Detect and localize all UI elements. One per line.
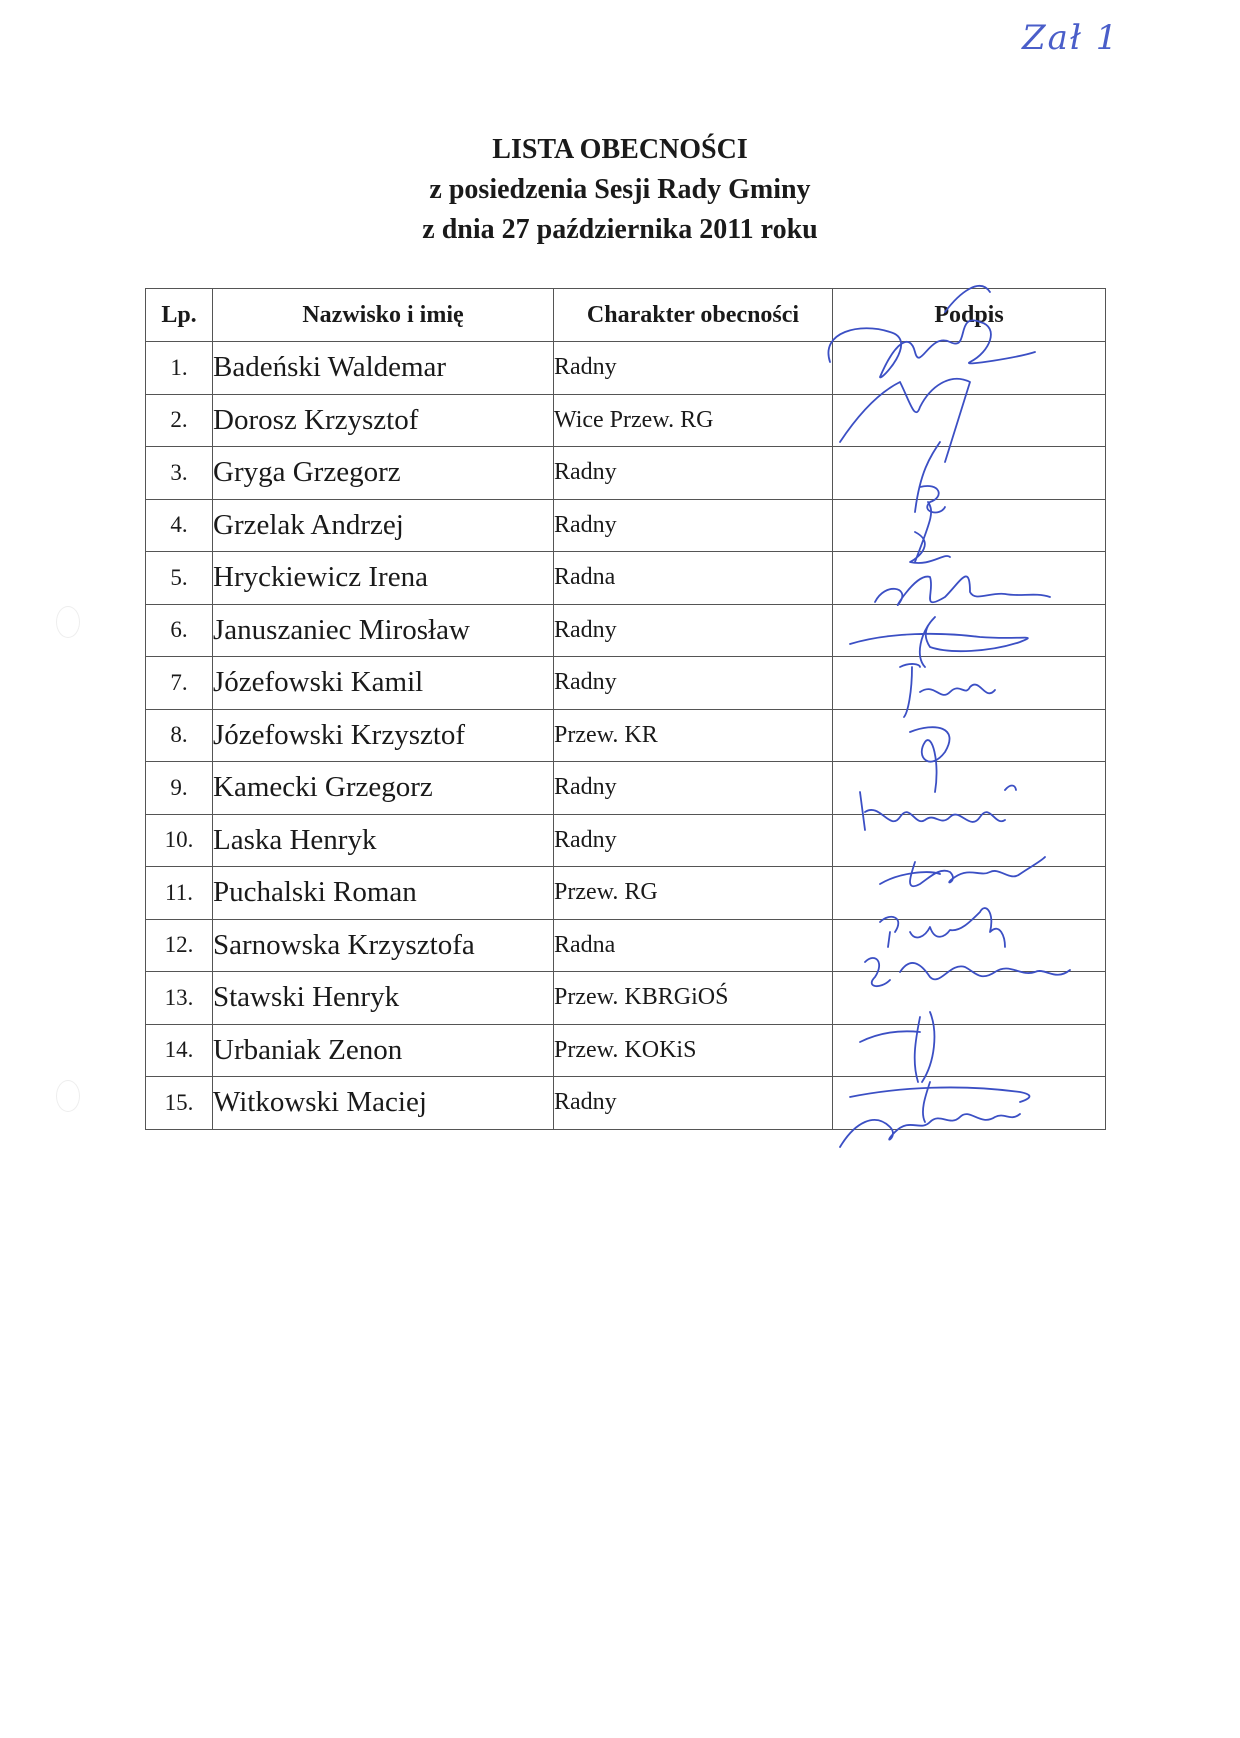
- scan-margin-mark: [56, 1080, 80, 1112]
- row-lp: 9.: [146, 762, 213, 815]
- row-name: Sarnowska Krzysztofa: [213, 919, 554, 972]
- row-role: Przew. RG: [554, 867, 833, 920]
- row-name: Puchalski Roman: [213, 867, 554, 920]
- row-role: Radny: [554, 657, 833, 710]
- table-row: [146, 762, 1106, 815]
- row-lp: 2.: [146, 394, 213, 447]
- header-name: Nazwisko i imię: [213, 289, 554, 342]
- row-lp: 11.: [146, 867, 213, 920]
- row-role: Radny: [554, 604, 833, 657]
- table-row: [146, 867, 1106, 920]
- table-row: [146, 604, 1106, 657]
- row-role: Wice Przew. RG: [554, 394, 833, 447]
- row-signature-cell: [833, 342, 1106, 395]
- row-lp: 1.: [146, 342, 213, 395]
- row-signature-cell: [833, 552, 1106, 605]
- scan-margin-mark: [56, 606, 80, 638]
- table-row: [146, 1077, 1106, 1130]
- row-signature-cell: [833, 709, 1106, 762]
- row-signature-cell: [833, 919, 1106, 972]
- attendance-table: [145, 288, 1106, 1130]
- row-lp: 5.: [146, 552, 213, 605]
- row-signature-cell: [833, 394, 1106, 447]
- row-name: Gryga Grzegorz: [213, 447, 554, 500]
- row-name: Stawski Henryk: [213, 972, 554, 1025]
- row-lp: 10.: [146, 814, 213, 867]
- row-name: Dorosz Krzysztof: [213, 394, 554, 447]
- row-signature-cell: [833, 604, 1106, 657]
- row-role: Przew. KOKiS: [554, 1024, 833, 1077]
- table-row: [146, 814, 1106, 867]
- row-role: Radny: [554, 762, 833, 815]
- table-row: [146, 394, 1106, 447]
- row-lp: 15.: [146, 1077, 213, 1130]
- row-role: Radna: [554, 919, 833, 972]
- row-signature-cell: [833, 1077, 1106, 1130]
- table-row: [146, 552, 1106, 605]
- row-lp: 12.: [146, 919, 213, 972]
- handwritten-attachment-note: Zał 1: [1022, 18, 1120, 58]
- table-row: [146, 1024, 1106, 1077]
- table-row: [146, 709, 1106, 762]
- row-lp: 3.: [146, 447, 213, 500]
- row-name: Laska Henryk: [213, 814, 554, 867]
- table-row: [146, 342, 1106, 395]
- row-name: Badeński Waldemar: [213, 342, 554, 395]
- row-signature-cell: [833, 972, 1106, 1025]
- document-title: [0, 130, 1240, 250]
- table-row: [146, 919, 1106, 972]
- row-role: Radna: [554, 552, 833, 605]
- row-name: Januszaniec Mirosław: [213, 604, 554, 657]
- row-name: Józefowski Kamil: [213, 657, 554, 710]
- table-header-row: [146, 289, 1106, 342]
- table-row: [146, 447, 1106, 500]
- title-line-2: z posiedzenia Sesji Rady Gminy: [429, 174, 811, 205]
- row-role: Przew. KR: [554, 709, 833, 762]
- row-lp: 7.: [146, 657, 213, 710]
- row-role: Radny: [554, 499, 833, 552]
- row-lp: 4.: [146, 499, 213, 552]
- row-signature-cell: [833, 447, 1106, 500]
- row-name: Józefowski Krzysztof: [213, 709, 554, 762]
- row-role: Radny: [554, 1077, 833, 1130]
- header-lp: Lp.: [146, 289, 213, 342]
- row-lp: 6.: [146, 604, 213, 657]
- header-signature: Podpis: [833, 289, 1106, 342]
- row-name: Urbaniak Zenon: [213, 1024, 554, 1077]
- header-role: Charakter obecności: [554, 289, 833, 342]
- row-signature-cell: [833, 814, 1106, 867]
- title-line-3: z dnia 27 października 2011 roku: [422, 214, 818, 245]
- row-signature-cell: [833, 499, 1106, 552]
- row-signature-cell: [833, 1024, 1106, 1077]
- row-lp: 14.: [146, 1024, 213, 1077]
- title-line-1: LISTA OBECNOŚCI: [492, 134, 748, 165]
- row-name: Hryckiewicz Irena: [213, 552, 554, 605]
- row-lp: 13.: [146, 972, 213, 1025]
- row-name: Kamecki Grzegorz: [213, 762, 554, 815]
- table-row: [146, 972, 1106, 1025]
- row-role: Radny: [554, 342, 833, 395]
- row-role: Radny: [554, 447, 833, 500]
- row-lp: 8.: [146, 709, 213, 762]
- row-signature-cell: [833, 657, 1106, 710]
- row-signature-cell: [833, 867, 1106, 920]
- row-signature-cell: [833, 762, 1106, 815]
- row-role: Przew. KBRGiOŚ: [554, 972, 833, 1025]
- table-row: [146, 499, 1106, 552]
- row-name: Witkowski Maciej: [213, 1077, 554, 1130]
- row-role: Radny: [554, 814, 833, 867]
- table-row: [146, 657, 1106, 710]
- row-name: Grzelak Andrzej: [213, 499, 554, 552]
